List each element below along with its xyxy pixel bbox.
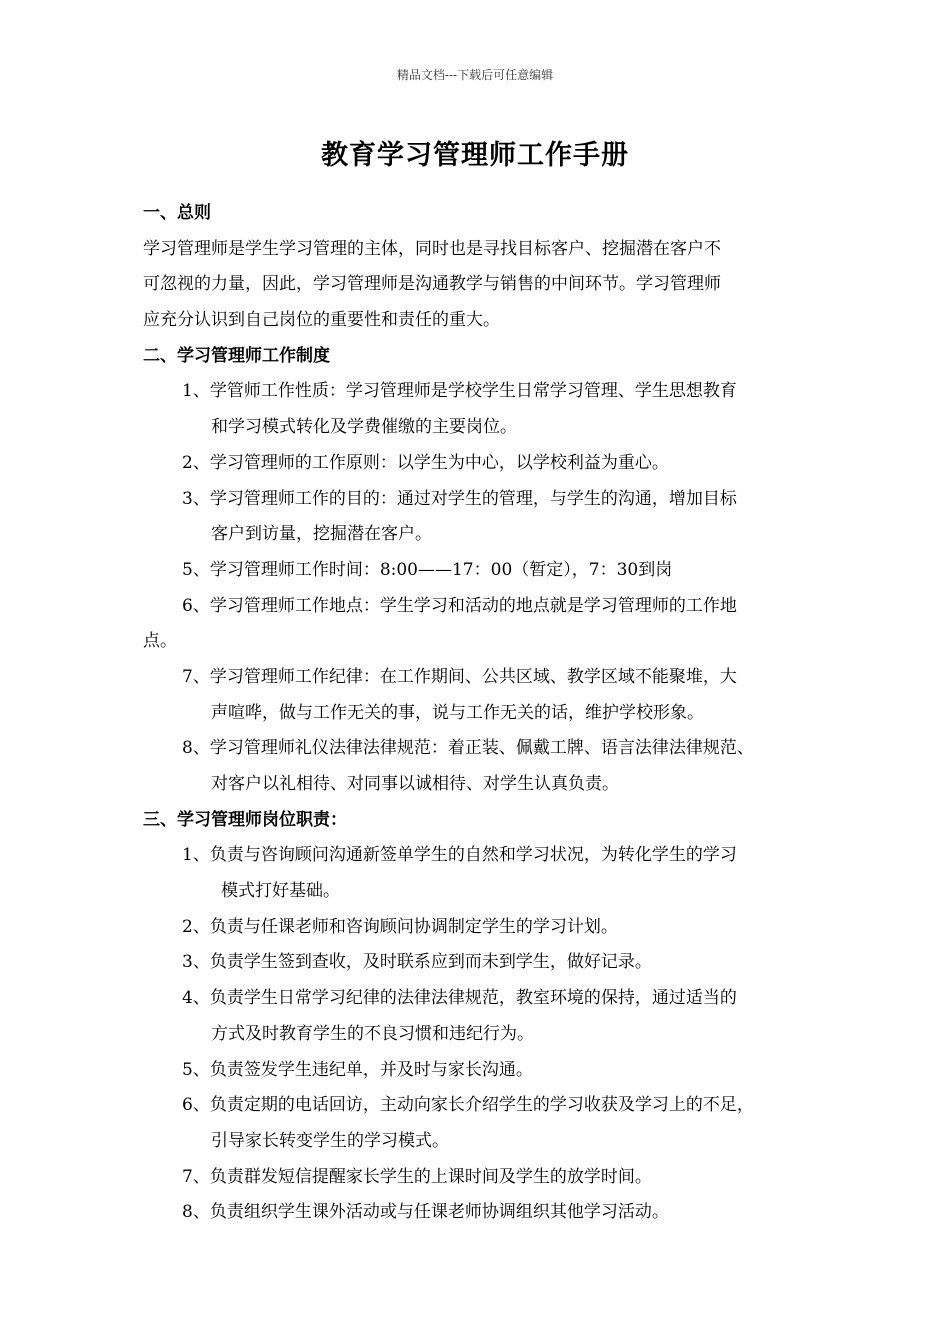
text-line: 声喧哗，做与工作无关的事，说与工作无关的话，维护学校形象。	[211, 702, 704, 723]
text-line: 学习管理师是学生学习管理的主体，同时也是寻找目标客户、挖掘潜在客户不	[143, 238, 721, 259]
text-line: 7、负责群发短信提醒家长学生的上课时间及学生的放学时间。	[182, 1166, 652, 1187]
document-title: 教育学习管理师工作手册	[321, 140, 629, 171]
text-line: 对客户以礼相待、对同事以诚相待、对学生认真负责。	[211, 774, 619, 794]
text-line: 8、学习管理师礼仪法律法律规范：着正装、佩戴工牌、语言法律法律规范、	[182, 738, 754, 759]
document-body	[143, 196, 823, 1231]
text-line: 3、负责学生签到查收，及时联系应到而未到学生，做好记录。	[182, 952, 652, 973]
text-line: 5、负责签发学生违纪单，并及时与家长沟通。	[182, 1059, 533, 1080]
text-line: 8、负责组织学生课外活动或与任课老师协调组织其他学习活动。	[182, 1202, 669, 1223]
text-line: 引导家长转变学生的学习模式。	[211, 1130, 449, 1151]
text-line: 2、负责与任课老师和咨询顾问协调制定学生的学习计划。	[182, 916, 618, 937]
text-line: 方式及时教育学生的不良习惯和违纪行为。	[211, 1023, 534, 1044]
section-heading: 二、学习管理师工作制度	[143, 345, 330, 366]
text-line: 可忽视的力量，因此，学习管理师是沟通教学与销售的中间环节。学习管理师	[143, 274, 721, 295]
text-line: 1、负责与咨询顾问沟通新签单学生的自然和学习状况，为转化学生的学习	[182, 845, 737, 866]
text-line: 客户到访量，挖掘潜在客户。	[211, 524, 432, 545]
text-line: 5、学习管理师工作时间：8:00——17：00（暂定），7：30到岗	[182, 559, 673, 580]
section-heading: 三、学习管理师岗位职责：	[143, 809, 347, 830]
text-line: 7、学习管理师工作纪律：在工作期间、公共区域、教学区域不能聚堆，大	[182, 666, 737, 687]
section-heading: 一、总则	[143, 203, 211, 223]
page-header: 精品文档---下载后可任意编辑	[396, 68, 554, 82]
text-line: 应充分认识到自己岗位的重要性和责任的重大。	[143, 310, 500, 331]
text-line: 4、负责学生日常学习纪律的法律法律规范，教室环境的保持，通过适当的	[182, 988, 737, 1009]
text-line: 6、负责定期的电话回访，主动向家长介绍学生的学习收获及学习上的不足，	[182, 1095, 754, 1116]
text-line: 3、学习管理师工作的目的：通过对学生的管理，与学生的沟通，增加目标	[182, 488, 737, 509]
text-line: 1、学管师工作性质：学习管理师是学校学生日常学习管理、学生思想教育	[182, 381, 737, 402]
text-line: 模式打好基础。	[221, 881, 340, 902]
text-line: 和学习模式转化及学费催缴的主要岗位。	[211, 417, 517, 438]
text-line: 点。	[143, 631, 177, 652]
text-line: 6、学习管理师工作地点：学生学习和活动的地点就是学习管理师的工作地	[182, 595, 737, 616]
text-line: 2、学习管理师的工作原则：以学生为中心，以学校利益为重心。	[182, 452, 669, 473]
